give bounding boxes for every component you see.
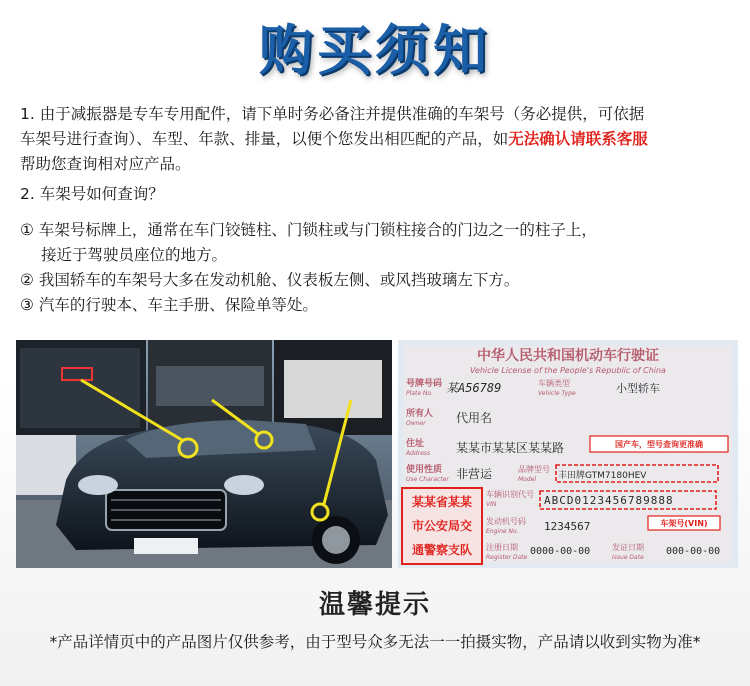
model-label: 品牌型号 [518, 465, 550, 474]
model-value: 丰田牌GTM7180HEV [558, 471, 647, 481]
vin-callout: 车架号(VIN) [660, 519, 708, 528]
owner-label: 所有人 [406, 409, 434, 419]
engine-label-en: Engine No. [486, 528, 519, 535]
address-label-en: Address [406, 450, 431, 457]
type-label: 车辆类型 [538, 379, 570, 388]
contact-service-alert: 无法确认请联系客服 [508, 130, 648, 148]
type-value: 小型轿车 [616, 382, 660, 395]
note-2-item-2: ② 我国轿车的车架号大多在发动机舱、仪表板左侧、或风挡玻璃左下方。 [20, 271, 520, 289]
vin-label: 车辆识别代号 [486, 490, 534, 499]
use-label: 使用性质 [406, 465, 443, 475]
license-title-en: Vehicle License of the People's Republic of China [470, 366, 666, 375]
vin-label-en: VIN [486, 501, 497, 508]
tip-title: 温馨提示 [318, 590, 431, 620]
type-label-en: Vehicle Type [538, 390, 576, 397]
owner-label-en: Owner [406, 420, 426, 427]
note-2-item-1-line-1: ① 车架号标牌上，通常在车门铰链柱、门锁柱或与门锁柱接合的门边之一的柱子上， [20, 221, 597, 239]
issue-date-label-en: Issue Date [612, 554, 644, 561]
stamp-line-2: 市公安局交 [411, 519, 473, 533]
address-value: 某某市某某区某某路 [456, 441, 565, 455]
vin-value: ABCD0123456789888 [544, 494, 674, 507]
register-date-label-en: Register Date [486, 554, 528, 561]
plate-value: 某A56789 [446, 381, 502, 395]
owner-value: 代用名 [456, 411, 493, 425]
address-label: 住址 [406, 439, 425, 449]
vehicle-license-card [398, 340, 738, 568]
register-date-label: 注册日期 [486, 543, 518, 552]
vehicle-license-image [398, 340, 738, 568]
car-illustration [16, 340, 392, 568]
stamp-line-3: 通警察支队 [411, 543, 473, 557]
use-value: 非营运 [456, 467, 493, 481]
note-1-line-1: 1. 由于减振器是专车专用配件，请下单时务必备注并提供准确的车架号（务必提供，可依据 [20, 105, 645, 123]
model-label-en: Model [518, 476, 537, 483]
use-label-en: Use Character [406, 476, 449, 483]
plate-label-en: Plate No. [406, 390, 433, 397]
note-2-item-3: ③ 汽车的行驶本、车主手册、保险单等处。 [20, 296, 318, 314]
page-title: 购买须知 [259, 19, 491, 82]
issue-date-value: 000-00-00 [666, 546, 721, 557]
license-title: 中华人民共和国机动车行驶证 [477, 348, 659, 364]
issue-date-label: 发证日期 [612, 543, 644, 552]
register-date-value: 0000-00-00 [530, 546, 591, 557]
tip-disclaimer: *产品详情页中的产品图片仅供参考，由于型号众多无法一一拍摄实物，产品请以收到实物为准* [49, 633, 701, 651]
engine-label: 发动机号码 [486, 517, 526, 526]
note-1-line-3: 帮助您查询相对应产品。 [20, 155, 191, 173]
note-1-line-2-text: 车架号进行查询）、车型、年款、排量，以便个您发出相匹配的产品，如 [20, 130, 509, 148]
plate-label: 号牌号码 [406, 379, 443, 389]
note-1-line-2 [20, 127, 648, 152]
note-2-heading: 2. 车架号如何查询？ [20, 185, 164, 203]
note-2-item-1-line-2: 接近于驾驶员座位的地方。 [41, 246, 228, 264]
car-vin-location-photo [16, 340, 392, 568]
engine-value: 1234567 [544, 520, 591, 533]
model-callout: 国产车，型号查询更准确 [615, 440, 703, 449]
stamp-line-1: 某某省某某 [411, 495, 473, 509]
